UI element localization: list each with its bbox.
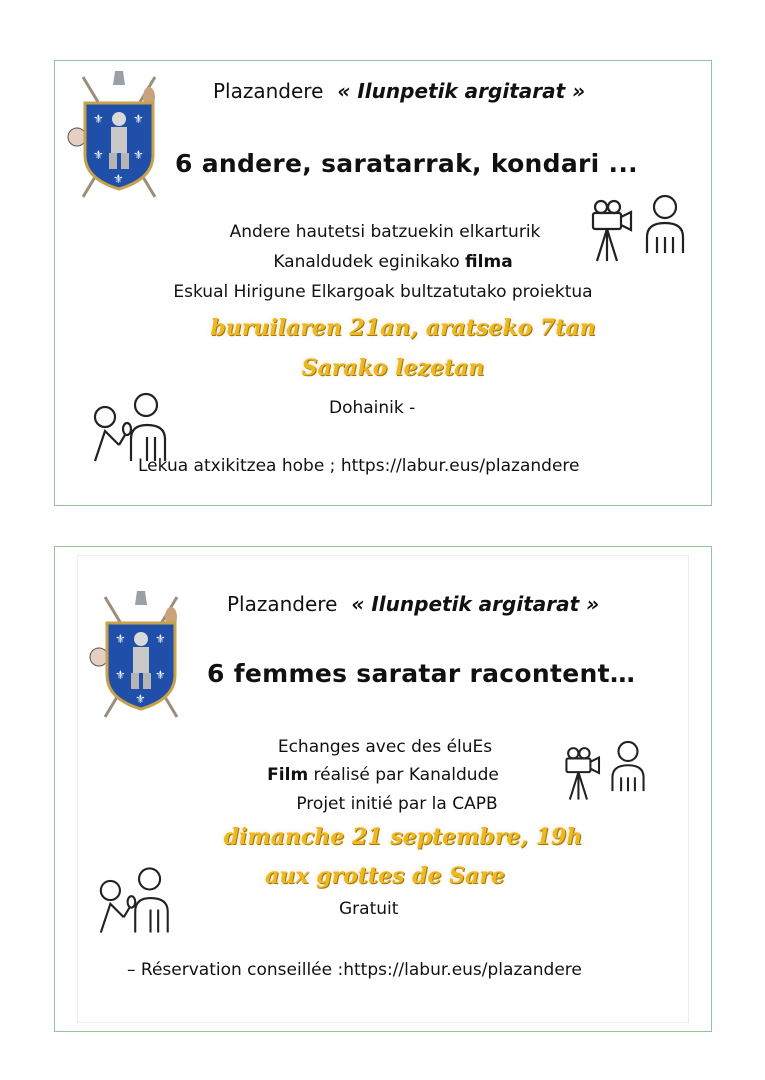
event-date: dimanche 21 septembre, 19h: [223, 824, 583, 850]
svg-text:⚜: ⚜: [93, 112, 104, 126]
project-line: Projet initié par la CAPB: [296, 794, 498, 814]
coat-of-arms-icon: [63, 67, 175, 207]
organizer-title: Plazandere « Ilunpetik argitarat »: [227, 592, 600, 616]
event-subtitle: « Ilunpetik argitarat »: [351, 592, 600, 616]
svg-text:⚜: ⚜: [133, 148, 144, 162]
event-subtitle: « Ilunpetik argitarat »: [337, 79, 586, 103]
film-line: Film réalisé par Kanaldude: [267, 765, 499, 785]
coat-of-arms-icon: [85, 587, 197, 727]
price: Gratuit: [339, 899, 399, 919]
organizer-title: Plazandere « Ilunpetik argitarat »: [213, 79, 586, 103]
svg-text:⚜: ⚜: [135, 692, 146, 706]
elected-line: Echanges avec des éluEs: [277, 737, 493, 757]
svg-text:⚜: ⚜: [115, 668, 126, 682]
film-line: Kanaldudek eginikako filma: [273, 252, 513, 272]
svg-text:⚜: ⚜: [133, 112, 144, 126]
interview-microphone-icon: [97, 865, 183, 935]
flyer-basque: [54, 60, 712, 506]
price: Dohainik -: [329, 398, 416, 418]
svg-text:⚜: ⚜: [115, 632, 126, 646]
svg-text:⚜: ⚜: [113, 172, 124, 186]
event-place: Sarako lezetan: [301, 355, 485, 381]
svg-text:⚜: ⚜: [93, 148, 104, 162]
flyer-french: [54, 546, 712, 1032]
headline: 6 femmes saratar racontent…: [207, 659, 636, 688]
svg-text:⚜: ⚜: [155, 632, 166, 646]
event-place: aux grottes de Sare: [265, 863, 505, 889]
event-date: buruilaren 21an, aratseko 7tan: [210, 315, 596, 341]
booking-line: – Réservation conseillée :https://labur.eus/plazandere: [127, 960, 582, 980]
interview-microphone-icon: [91, 391, 181, 463]
elected-line: Andere hautetsi batzuekin elkarturik: [229, 222, 541, 242]
headline: 6 andere, saratarrak, kondari ...: [175, 149, 638, 178]
project-line: Eskual Hirigune Elkargoak bultzatutako proiektua: [173, 282, 593, 302]
svg-text:⚜: ⚜: [155, 668, 166, 682]
booking-line: Lekua atxikitzea hobe ; https://labur.eus/plazandere: [138, 456, 580, 476]
